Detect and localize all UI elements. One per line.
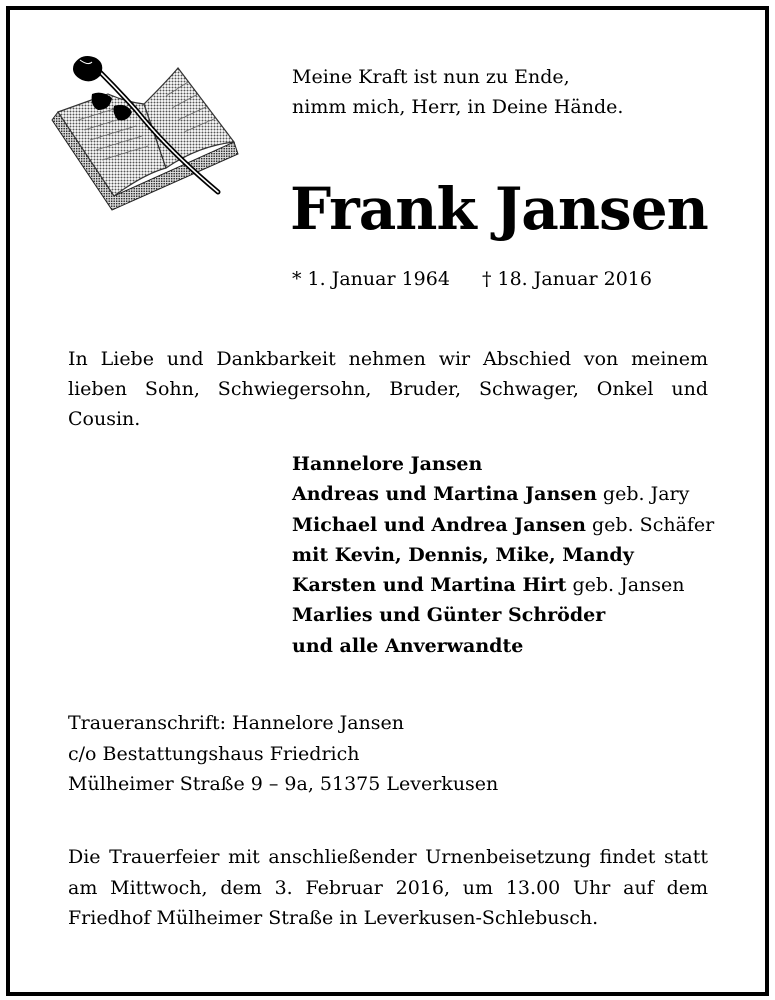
ceremony-line: Die Trauerfeier mit anschließender Urnenbeisetzung findet statt bbox=[68, 846, 708, 868]
mourner-entry: Hannelore Jansen bbox=[292, 453, 483, 475]
mourner-entry: Marlies und Günter Schröder bbox=[292, 604, 606, 627]
intro-text bbox=[68, 344, 708, 434]
mourner-entry: Michael und Andrea Jansen geb. Schäfer bbox=[292, 513, 715, 536]
mourner-entry: Andreas und Martina Jansen geb. Jary bbox=[292, 483, 690, 506]
address-line: Mülheimer Straße 9 – 9a, 51375 Leverkusen bbox=[68, 773, 499, 795]
verse-line: Meine Kraft ist nun zu Ende, bbox=[292, 66, 570, 88]
ceremony-line: am Mittwoch, dem 3. Februar 2016, um 13.00 Uhr auf dem bbox=[68, 876, 708, 899]
life-dates bbox=[292, 266, 652, 292]
ceremony-info bbox=[68, 842, 708, 934]
mourning-address bbox=[68, 708, 498, 800]
open-book-with-rose-icon bbox=[48, 50, 248, 220]
address-line: c/o Bestattungshaus Friedrich bbox=[68, 742, 360, 765]
deceased-name: Frank Jansen bbox=[290, 175, 708, 243]
mourners-list bbox=[292, 449, 714, 661]
death-date: † 18. Januar 2016 bbox=[481, 268, 652, 290]
ceremony-line: Friedhof Mülheimer Straße in Leverkusen-Schlebusch. bbox=[68, 907, 599, 929]
birth-date: * 1. Januar 1964 bbox=[292, 268, 450, 290]
verse bbox=[292, 62, 623, 122]
intro-line: In Liebe und Dankbarkeit nehmen wir Abschied von meinem bbox=[68, 348, 708, 370]
verse-line: nimm mich, Herr, in Deine Hände. bbox=[292, 96, 624, 118]
mourner-entry: mit Kevin, Dennis, Mike, Mandy bbox=[292, 543, 634, 566]
address-line: Traueranschrift: Hannelore Jansen bbox=[68, 712, 405, 734]
intro-line: lieben Sohn, Schwiegersohn, Bruder, Schwager, Onkel und Cousin. bbox=[68, 378, 708, 430]
mourner-entry: Karsten und Martina Hirt geb. Jansen bbox=[292, 574, 685, 597]
mourner-entry: und alle Anverwandte bbox=[292, 634, 524, 657]
